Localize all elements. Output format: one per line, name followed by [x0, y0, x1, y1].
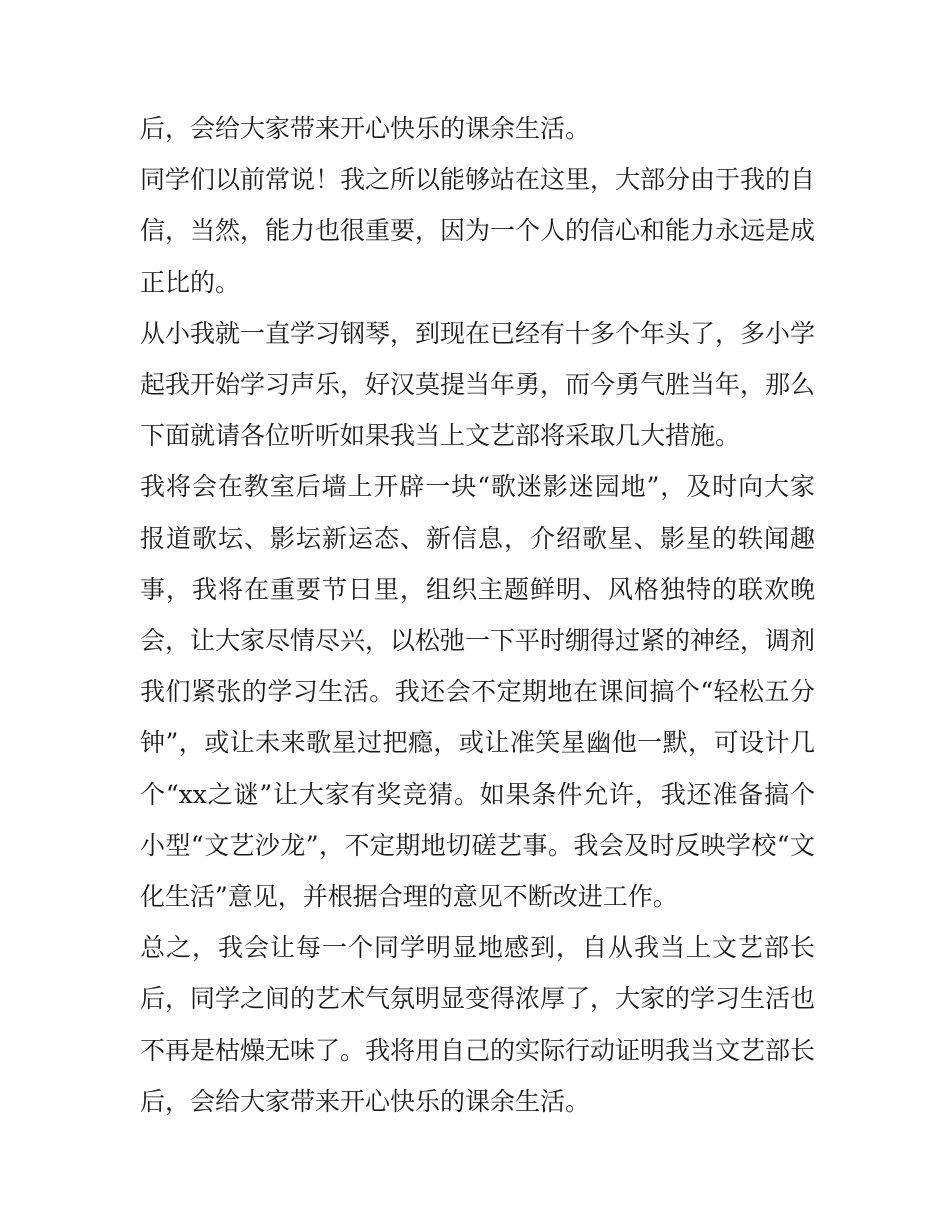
paragraph-4: 我将会在教室后墙上开辟一块“歌迷影迷园地”，及时向大家报道歌坛、影坛新运态、新信息，介绍歌星、影星的轶闻趣事，我将在重要节日里，组织主题鲜明、风格独特的联欢晚会，让大家尽情尽兴，以松弛一下平时绷得过紧的神经，调剂我们紧张的学习生活。我还会不定期地在课间搞个“轻松五分钟”，或让未来歌星过把瘾，或让准笑星幽他一默，可设计几个“xx之谜”让大家有奖竞猜。如果条件允许，我还准备搞个小型“文艺沙龙”，不定期地切磋艺事。我会及时反映学校“文化生活”意见，并根据合理的意见不断改进工作。 — [140, 472, 816, 912]
paragraph-1: 后，会给大家带来开心快乐的课余生活。 — [140, 114, 591, 143]
document-body — [140, 103, 815, 1127]
paragraph-2: 同学们以前常说！我之所以能够站在这里，大部分由于我的自信，当然，能力也很重要，因为一个人的信心和能力永远是成正比的。 — [140, 165, 816, 297]
paragraph-3: 从小我就一直学习钢琴，到现在已经有十多个年头了，多小学起我开始学习声乐，好汉莫提当年勇，而今勇气胜当年，那么下面就请各位听听如果我当上文艺部将采取几大措施。 — [140, 318, 816, 451]
paragraph-5: 总之，我会让每一个同学明显地感到，自从我当上文艺部长后，同学之间的艺术气氛明显变得浓厚了，大家的学习生活也不再是枯燥无味了。我将用自己的实际行动证明我当文艺部长后，会给大家带来开心快乐的课余生活。 — [140, 933, 816, 1116]
